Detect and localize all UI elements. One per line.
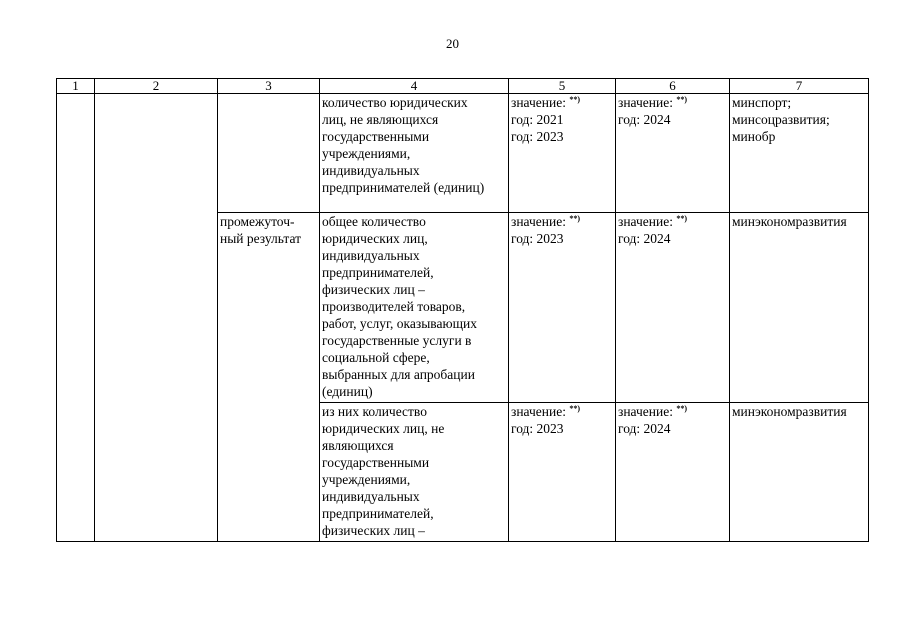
indicators-table xyxy=(56,78,869,542)
footnote-mark: **) xyxy=(676,95,688,104)
cell-responsible: минэкономразвития xyxy=(730,403,869,542)
column-header-1: 1 xyxy=(57,79,95,94)
cell-indicator: общее количество юридических лиц, индивидуальных предпринимателей, физических лиц – производителей товаров, работ, услуг, оказывающих государственные услуги в социальной сфере, выбранных для апробации (единиц) xyxy=(320,213,509,403)
column-header-7: 7 xyxy=(730,79,869,94)
cell-indicator: из них количество юридических лиц, не являющихся государственными учреждениями, индивидуальных предпринимателей, физических лиц – xyxy=(320,403,509,542)
cell-target-value: значение: **) год: 2024 xyxy=(616,403,730,542)
page-number: 20 xyxy=(446,36,459,51)
cell-base-value: значение: **) год: 2023 xyxy=(509,213,616,403)
column-header-5: 5 xyxy=(509,79,616,94)
cell-responsible: минэкономразвития xyxy=(730,213,869,403)
cell-target-value: значение: **) год: 2024 xyxy=(616,94,730,213)
column-header-3: 3 xyxy=(218,79,320,94)
footnote-mark: **) xyxy=(569,95,581,104)
header-row xyxy=(57,79,869,94)
footnote-mark: **) xyxy=(569,214,581,223)
column-header-6: 6 xyxy=(616,79,730,94)
cell-target-value: значение: **) год: 2024 xyxy=(616,213,730,403)
cell-col3 xyxy=(218,94,320,213)
column-header-4: 4 xyxy=(320,79,509,94)
footnote-mark: **) xyxy=(676,404,688,413)
cell-col2 xyxy=(95,94,218,542)
footnote-mark: **) xyxy=(676,214,688,223)
cell-responsible: минспорт; минсоцразвития; минобр xyxy=(730,94,869,213)
cell-base-value: значение: **) год: 2023 xyxy=(509,403,616,542)
cell-result-type: промежуточ- ный результат xyxy=(218,213,320,542)
table-row xyxy=(57,94,869,213)
cell-indicator: количество юридических лиц, не являющихся государственными учреждениями, индивидуальных предпринимателей (единиц) xyxy=(320,94,509,213)
cell-col1 xyxy=(57,94,95,542)
cell-base-value: значение: **) год: 2021 год: 2023 xyxy=(509,94,616,213)
footnote-mark: **) xyxy=(569,404,581,413)
column-header-2: 2 xyxy=(95,79,218,94)
